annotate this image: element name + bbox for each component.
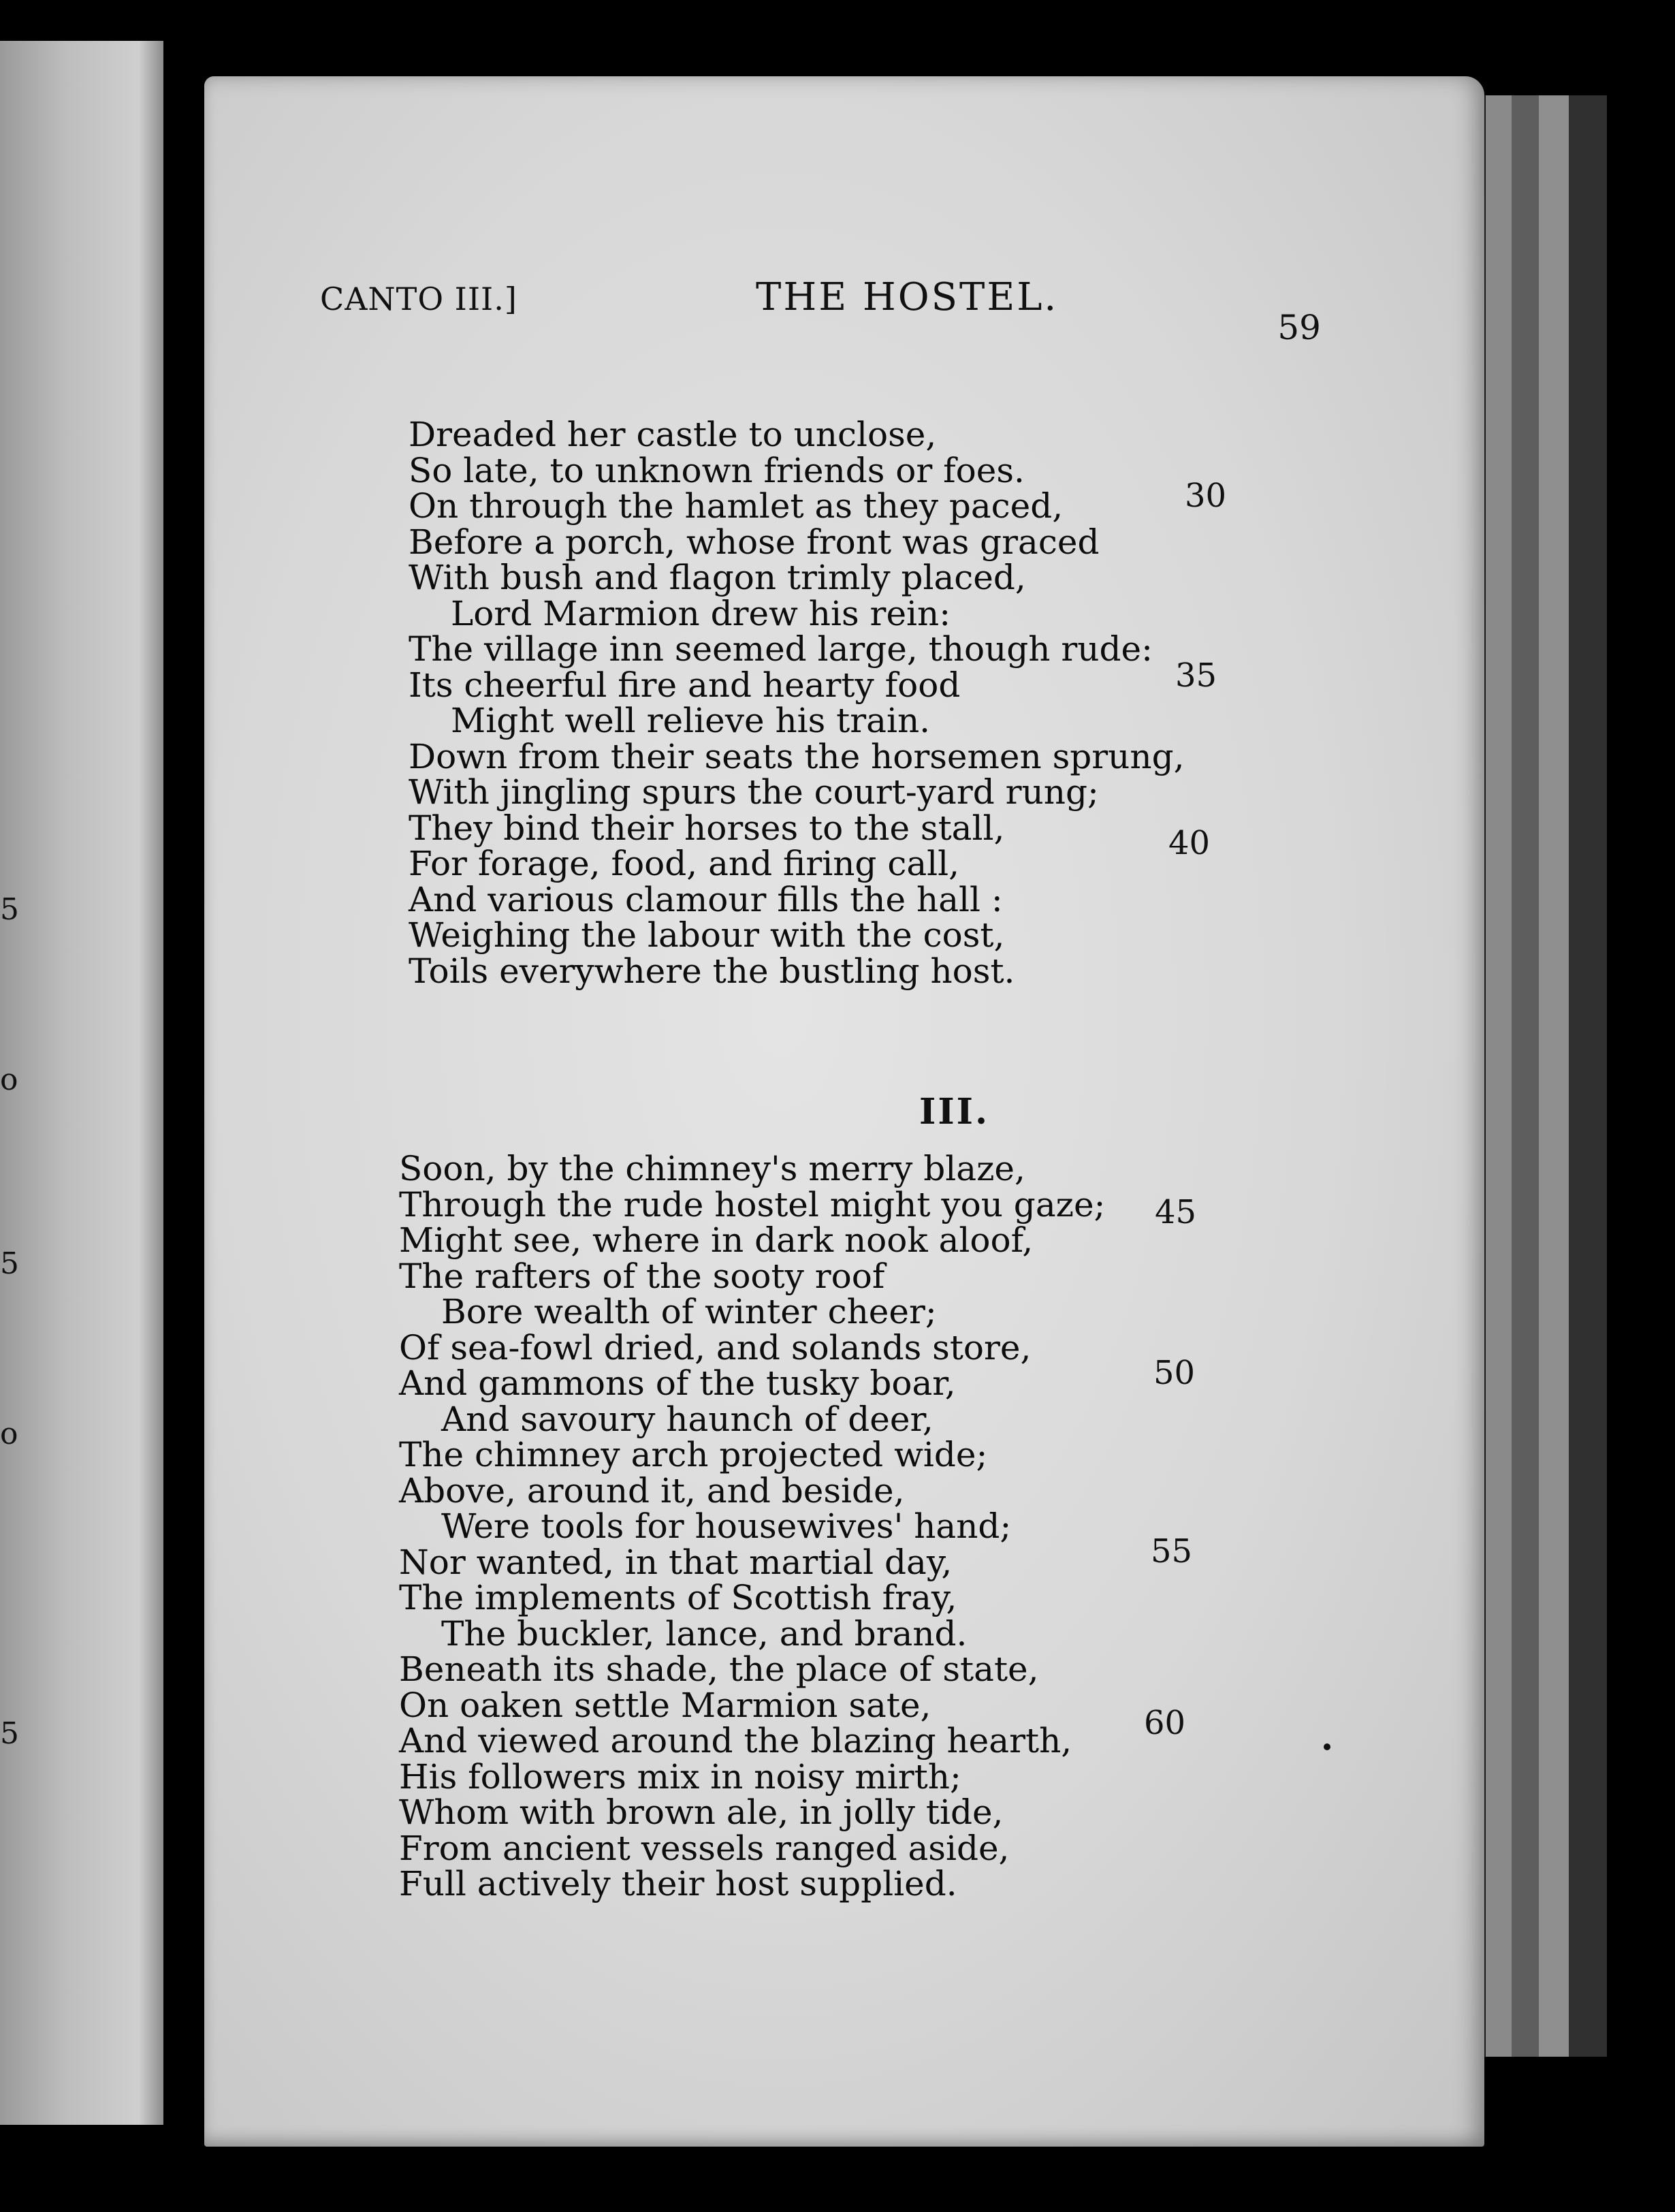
verse-line: So late, to unknown friends or foes.: [409, 450, 1025, 490]
verse-line: Full actively their host supplied.: [399, 1864, 957, 1903]
line-number: 60: [1144, 1704, 1186, 1742]
verse-line: The implements of Scottish fray,: [399, 1578, 957, 1617]
verse-line: The buckler, lance, and brand.: [441, 1613, 968, 1654]
verse-line: Before a porch, whose front was graced: [409, 522, 1100, 562]
verse-line: Above, around it, and beside,: [399, 1470, 905, 1511]
verse-line: And gammons of the tusky boar,: [399, 1363, 956, 1403]
verse-line: Weighing the labour with the cost,: [409, 915, 1005, 955]
verse-line: Might well relieve his train.: [451, 701, 931, 740]
line-number: 50: [1153, 1354, 1196, 1392]
verse-line: Were tools for housewives' hand;: [441, 1506, 1012, 1546]
ink-speck: [1324, 1743, 1330, 1750]
facing-page-edge: [0, 41, 163, 2125]
verse-line: On oaken settle Marmion sate,: [399, 1685, 931, 1725]
verse-line: Bore wealth of winter cheer;: [441, 1292, 937, 1331]
verse-line: Of sea-fowl dried, and solands store,: [399, 1327, 1032, 1368]
verse-line: Down from their seats the horsemen sprung,: [409, 736, 1185, 776]
verse-line: The chimney arch projected wide;: [399, 1435, 988, 1474]
verse-line: From ancient vessels ranged aside,: [399, 1828, 1010, 1868]
verse-line: Through the rude hostel might you gaze;: [399, 1184, 1106, 1224]
facing-page-line-number: 5: [0, 1246, 19, 1281]
verse-line: Soon, by the chimney's merry blaze,: [399, 1149, 1025, 1188]
verse-line: They bind their horses to the stall,: [409, 808, 1005, 848]
verse-line: His followers mix in noisy mirth;: [399, 1756, 961, 1797]
verse-line: And savoury haunch of deer,: [441, 1399, 934, 1439]
verse-line: Nor wanted, in that martial day,: [399, 1542, 953, 1582]
verse-line: Might see, where in dark nook aloof,: [399, 1220, 1034, 1260]
line-number: 45: [1155, 1193, 1197, 1231]
verse-line: The village inn seemed large, though rude:: [409, 629, 1153, 669]
verse-line: Toils everywhere the bustling host.: [409, 951, 1015, 991]
book-gutter: [163, 0, 204, 2212]
verse-line: The rafters of the sooty roof: [399, 1256, 885, 1296]
page-edge: [1536, 95, 1569, 2057]
verse-line: With bush and flagon trimly placed,: [409, 558, 1026, 597]
verse-line: Lord Marmion drew his rein:: [451, 593, 951, 633]
facing-page-line-number: o: [0, 1417, 18, 1451]
page-edge: [1509, 95, 1539, 2057]
running-head: [320, 275, 1437, 347]
page-edge: [1483, 95, 1512, 2057]
line-number: 40: [1168, 824, 1211, 862]
verse-line: And various clamour fills the hall :: [409, 879, 1003, 919]
verse-line: Its cheerful fire and hearty food: [409, 665, 961, 705]
page-number: 59: [1277, 308, 1321, 347]
verse-line: Whom with brown ale, in jolly tide,: [399, 1792, 1004, 1832]
facing-page-line-number: 5: [0, 892, 19, 927]
verse-line: For forage, food, and firing call,: [409, 844, 960, 883]
line-number: 30: [1185, 477, 1227, 515]
verse-line: Beneath its shade, the place of state,: [399, 1649, 1039, 1689]
canto-label: CANTO III.]: [320, 281, 517, 317]
page-edge: [1566, 95, 1607, 2057]
stanza-two: [399, 1151, 1148, 1902]
line-number: 35: [1175, 657, 1217, 695]
book-page: [204, 76, 1484, 2147]
facing-page-line-number: 5: [0, 1716, 19, 1751]
stanza-one: [409, 415, 1185, 991]
verse-line: With jingling spurs the court-yard rung;: [409, 772, 1099, 812]
section-heading: III.: [919, 1091, 990, 1133]
line-number: 55: [1151, 1532, 1193, 1570]
verse-line: Dreaded her castle to unclose,: [409, 415, 937, 454]
verse-line: On through the hamlet as they paced,: [409, 486, 1064, 526]
verse-line: And viewed around the blazing hearth,: [399, 1721, 1072, 1760]
facing-page-line-number: o: [0, 1062, 18, 1097]
page-title: THE HOSTEL.: [756, 275, 1059, 319]
